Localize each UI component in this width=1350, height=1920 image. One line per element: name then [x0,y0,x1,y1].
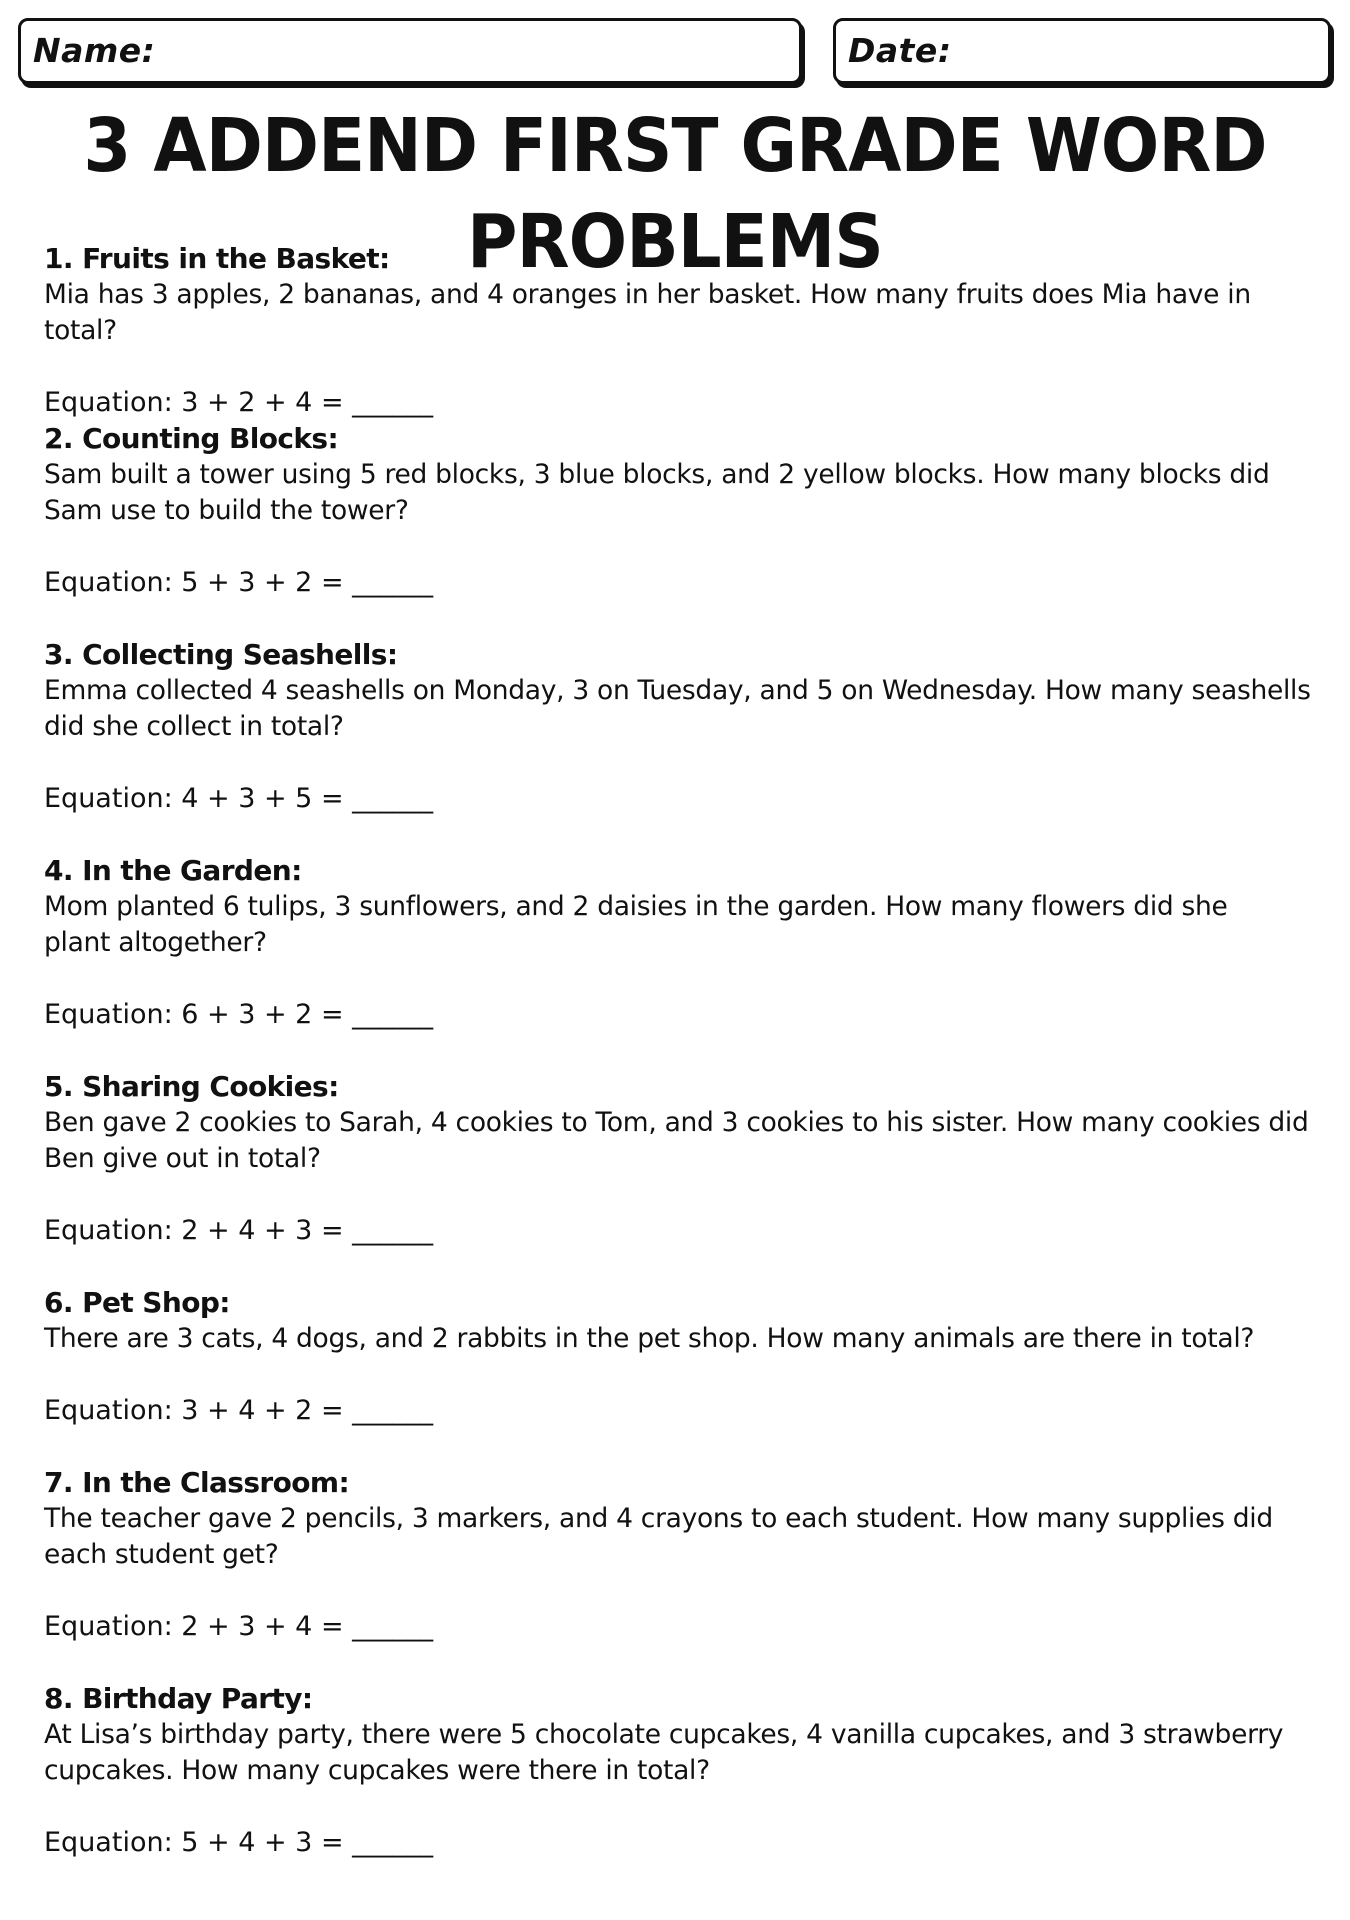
problem-text: Ben gave 2 cookies to Sarah, 4 cookies to Tom, and 3 cookies to his sister. How many cookies did Ben give out in total? [44,1107,1309,1174]
problem-4 [44,853,1324,1033]
problem-1 [44,241,1324,421]
equation-answer-blank[interactable]: Equation: 5 + 4 + 3 = ______ [44,1827,434,1858]
problem-text: Emma collected 4 seashells on Monday, 3 on Tuesday, and 5 on Wednesday. How many seashells did she collect in total? [44,675,1311,742]
date-label: Date: [848,31,952,70]
problem-title: 4. In the Garden: [44,854,302,887]
problem-text: Sam built a tower using 5 red blocks, 3 blue blocks, and 2 yellow blocks. How many blocks did Sam use to build the tower? [44,459,1270,526]
page-title: 3 ADDEND FIRST GRADE WORD PROBLEMS [83,103,1267,285]
name-label: Name: [33,31,156,70]
problem-text: At Lisa’s birthday party, there were 5 chocolate cupcakes, 4 vanilla cupcakes, and 3 strawberry cupcakes. How many cupcakes were there in total? [44,1719,1284,1786]
problem-3 [44,637,1324,817]
problem-5 [44,1069,1324,1249]
equation-answer-blank[interactable]: Equation: 2 + 4 + 3 = ______ [44,1215,434,1246]
problem-text: Mia has 3 apples, 2 bananas, and 4 oranges in her basket. How many fruits does Mia have in total? [44,279,1251,346]
equation-answer-blank[interactable]: Equation: 6 + 3 + 2 = ______ [44,999,434,1030]
equation-answer-blank[interactable]: Equation: 5 + 3 + 2 = ______ [44,567,434,598]
equation-answer-blank[interactable]: Equation: 4 + 3 + 5 = ______ [44,783,434,814]
problem-title: 6. Pet Shop: [44,1286,230,1319]
equation-answer-blank[interactable]: Equation: 3 + 4 + 2 = ______ [44,1395,434,1426]
problem-2 [44,421,1324,601]
problem-title: 2. Counting Blocks: [44,422,339,455]
problem-title: 1. Fruits in the Basket: [44,242,390,275]
date-field[interactable] [833,18,1331,84]
equation-answer-blank[interactable]: Equation: 2 + 3 + 4 = ______ [44,1611,434,1642]
problem-text: The teacher gave 2 pencils, 3 markers, and 4 crayons to each student. How many supplies did each student get? [44,1503,1273,1570]
problem-title: 7. In the Classroom: [44,1466,350,1499]
problem-8 [44,1681,1324,1861]
problem-6 [44,1285,1324,1429]
problem-title: 3. Collecting Seashells: [44,638,398,671]
problem-title: 8. Birthday Party: [44,1682,313,1715]
problem-text: Mom planted 6 tulips, 3 sunflowers, and 2 daisies in the garden. How many flowers did she plant altogether? [44,891,1228,958]
name-field[interactable] [18,18,802,84]
problem-7 [44,1465,1324,1645]
problem-title: 5. Sharing Cookies: [44,1070,339,1103]
problem-text: There are 3 cats, 4 dogs, and 2 rabbits in the pet shop. How many animals are there in total? [44,1323,1255,1354]
equation-answer-blank[interactable]: Equation: 3 + 2 + 4 = ______ [44,387,434,418]
